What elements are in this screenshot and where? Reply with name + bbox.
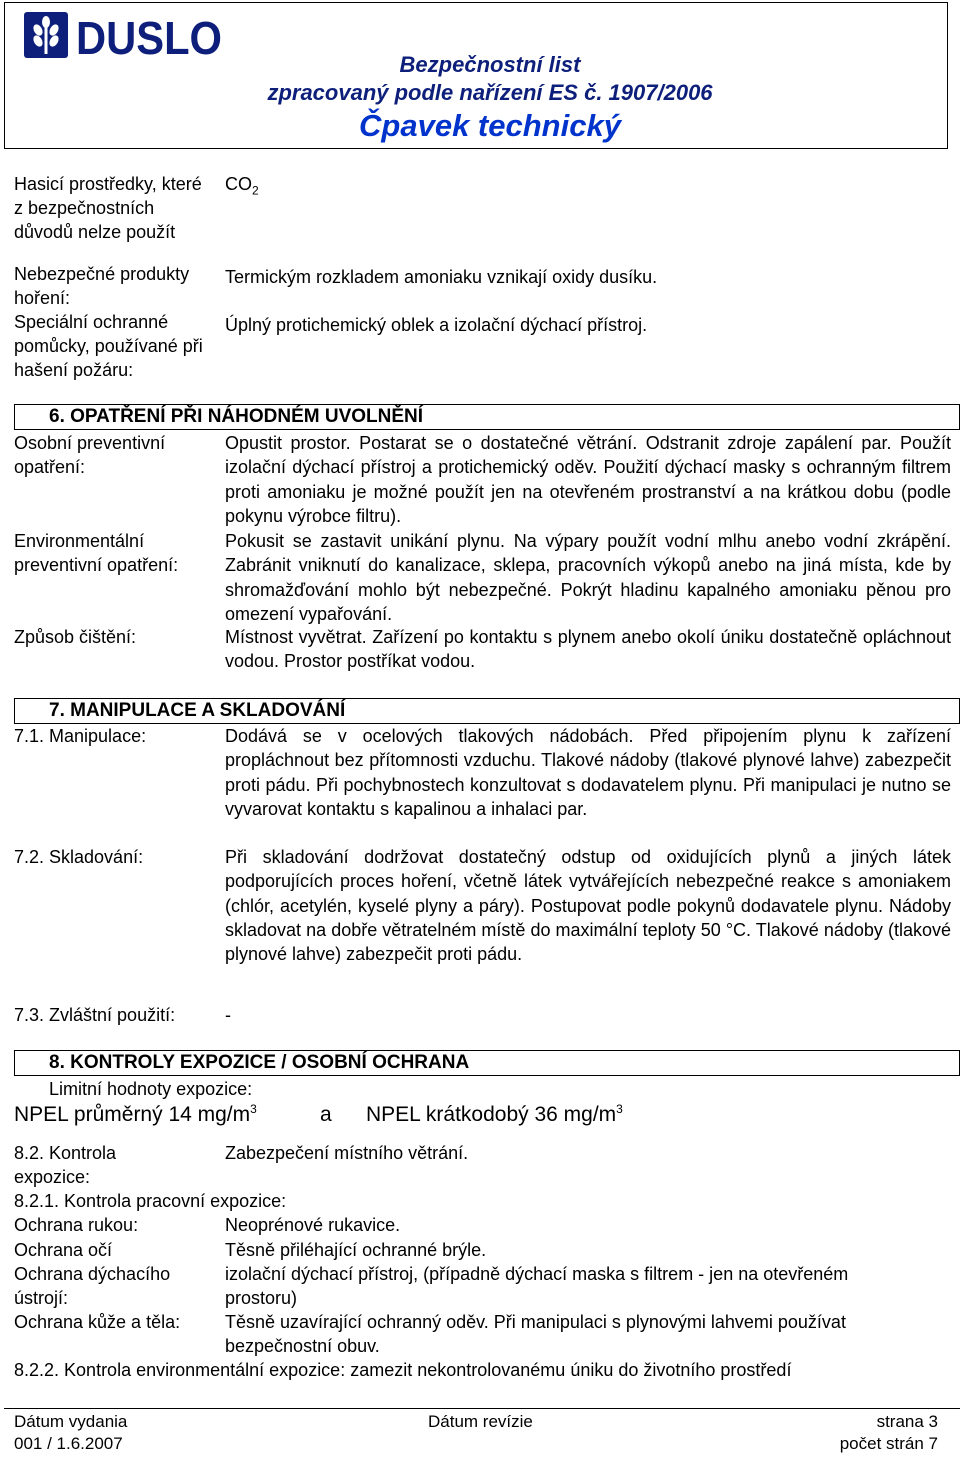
page-number: strana 3 [876, 1412, 938, 1431]
respiratory-protection-value: izolační dýchací přístroj, (případně dýchací maska s filtrem - jen na otevřeném prostoru) [225, 1264, 849, 1309]
respiratory-protection-label: Ochrana dýchacího ústrojí: [14, 1264, 171, 1308]
hazard-products-label: Nebezpečné produkty hoření: [14, 264, 190, 308]
firefighting-protection-value: Úplný protichemický oblek a izolační dýchací přístroj. [225, 315, 648, 335]
environmental-exposure-control: 8.2.2. Kontrola environmentální expozice: zamezit nekontrolovanému úniku do životního prostředí [14, 1360, 792, 1380]
eye-protection-value: Těsně přiléhající ochranné brýle. [225, 1240, 487, 1260]
hand-protection-value: Neoprénové rukavice. [225, 1215, 401, 1235]
section-6-title: 6. OPATŘENÍ PŘI NÁHODNÉM UVOLNĚNÍ [14, 404, 960, 430]
exposure-control-value: Zabezpečení místního větrání. [225, 1143, 469, 1163]
cleanup-label: Způsob čištění: [14, 627, 137, 647]
npel-average: NPEL průměrný 14 $mg/m^3$ [14, 1102, 257, 1126]
personal-precautions-label: Osobní preventivní opatření: [14, 433, 166, 477]
handling-value: Dodává se v ocelových tlakových nádobách. Před připojením plynu k zařízení propláchnout bez přítomnosti vzduchu. Tlakové nádoby (tlakové plynové lahve) zabezpečit proti pádu. Při pochybnostech konzultovat s dodavatelem plynu. Při manipulaci je nutno se vyvarovat kontaktu s kapalinou a inhalaci par. [225, 726, 951, 819]
skin-protection-label: Ochrana kůže a těla: [14, 1312, 181, 1332]
storage-value: Při skladování dodržovat dostatečný odstup od oxidujících plynů a jiných látek podporujících proces hoření, včetně látek vytvářejících nebezpečné reakce s amoniakem (chlór, acetylén, kyselé plyny a páry). Postupovat podle pokynů dodavatele plynu. Nádoby skladovat na dobře větratelném místě do maximální teploty 50 °C. Tlakové nádoby (tlakové plynové lahve) zabezpečit proti pádu. [225, 847, 951, 965]
cleanup-value: Místnost vyvětrat. Zařízení po kontaktu s plynem anebo okolí úniku dostatečně opláchnout vodou. Prostor postříkat vodou. [225, 627, 951, 672]
npel-short-term: NPEL krátkodobý 36 $mg/m^3$ [366, 1102, 623, 1126]
npel-conjunction: a [320, 1103, 332, 1126]
specific-use-label: 7.3. Zvláštní použití: [14, 1005, 176, 1025]
eye-protection-label: Ochrana očí [14, 1240, 113, 1260]
personal-precautions-value: Opustit prostor. Postarat se o dostatečné větrání. Odstranit zdroje zapálení par. Použít izolační dýchací přístroj a protichemický oděv. Použití dýchací masky s ochranným filtrem proti amoniaku je možné použít jen na otevřeném prostranství a na krátkou dobu (podle pokynu výrobce filtru). [225, 433, 951, 526]
header-title: Bezpečnostní list [399, 52, 581, 77]
header-subtitle: zpracovaný podle nařízení ES č. 1907/2006 [267, 80, 713, 105]
storage-label: 7.2. Skladování: [14, 847, 144, 867]
section-7-title: 7. MANIPULACE A SKLADOVÁNÍ [14, 698, 960, 724]
specific-use-value: - [225, 1005, 231, 1025]
section-8-title: 8. KONTROLY EXPOZICE / OSOBNÍ OCHRANA [14, 1050, 960, 1076]
footer-divider [4, 1408, 960, 1409]
issue-date-label: Dátum vydania [14, 1412, 128, 1431]
hand-protection-label: Ochrana rukou: [14, 1215, 139, 1235]
revision-date-label: Dátum revízie [428, 1412, 533, 1431]
environmental-precautions-value: Pokusit se zastavit unikání plynu. Na výpary použít vodní mlhu anebo vodní zkrápění. Zabránit vniknutí do kanalizace, sklepa, pracovních výkopů anebo na jiná místa, kde by shromažďování mohlo být nebezpečné. Pokrýt hladinu kapalného amoniaku pěnou pro omezení vypařování. [225, 531, 951, 624]
extinguish-value: $CO_2$ [225, 174, 259, 198]
hazard-products-value: Termickým rozkladem amoniaku vznikají oxidy dusíku. [225, 267, 658, 287]
exposure-limits-label: Limitní hodnoty expozice: [49, 1079, 253, 1099]
firefighting-protection-label: Speciální ochranné pomůcky, používané při hašení požáru: [14, 312, 203, 380]
exposure-control-label: 8.2. Kontrola expozice: [14, 1143, 117, 1187]
extinguish-label: Hasicí prostředky, které z bezpečnostních důvodů nelze použít [14, 174, 202, 242]
issue-date-value: 001 / 1.6.2007 [14, 1434, 123, 1453]
duslo-logo [24, 10, 224, 60]
environmental-precautions-label: Environmentální preventivní opatření: [14, 531, 179, 575]
logo-text: DUSLO [76, 12, 222, 60]
page-count: počet strán 7 [839, 1434, 938, 1453]
skin-protection-value: Těsně uzavírající ochranný oděv. Při manipulaci s plynovými lahvemi používat bezpečnostní obuv. [225, 1312, 846, 1357]
product-name: Čpavek technický [359, 108, 621, 143]
occupational-exposure-label: 8.2.1. Kontrola pracovní expozice: [14, 1191, 287, 1211]
handling-label: 7.1. Manipulace: [14, 726, 147, 746]
